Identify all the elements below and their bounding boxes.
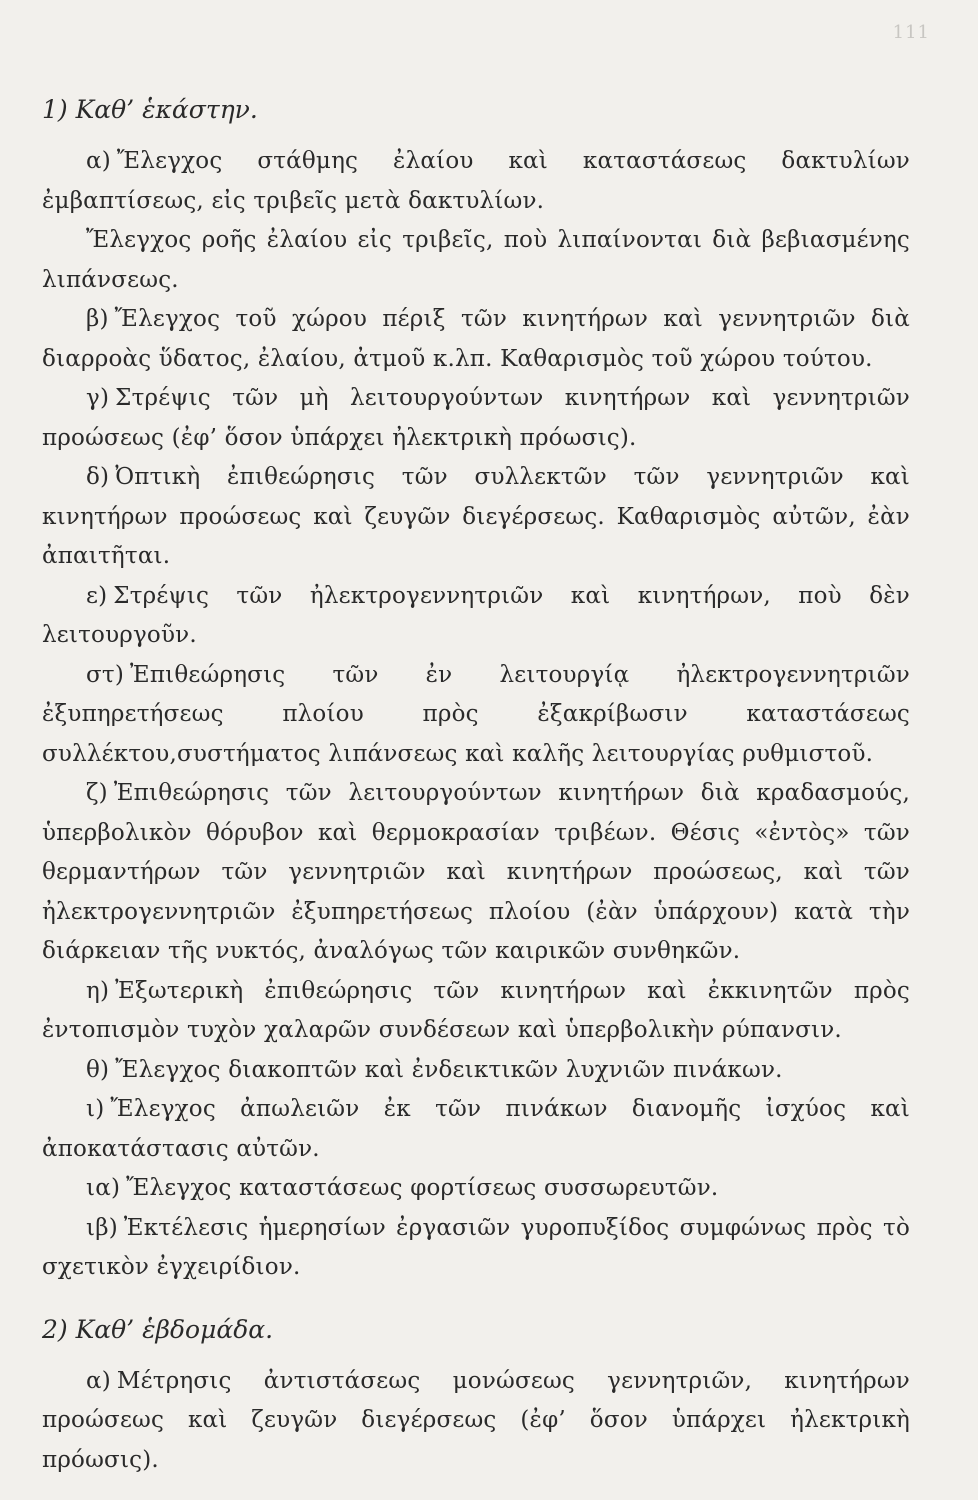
item-text: Ἐκτέλεσις ἡμερησίων ἐργασιῶν γυροπυξίδος συμφώνως πρὸς τὸ σχετικὸν ἐγχειρίδιον. [42,1214,910,1280]
list-item [42,300,910,379]
list-item [42,458,910,577]
item-text: Ὀπτικὴ ἐπιθεώρησις τῶν συλλεκτῶν τῶν γεννητριῶν καὶ κινητήρων προώσεως καὶ ζευγῶν διεγέρσεως. Καθαρισμὸς αὐτῶν, ἐὰν ἀπαιτῆται. [42,464,910,569]
item-label: β) [86,306,109,332]
page-content [42,92,910,1480]
item-text: Μέτρησις ἀντιστάσεως μονώσεως γεννητριῶν, κινητήρων προώσεως καὶ ζευγῶν διεγέρσεως (ἐφ’ ὅσον ὑπάρχει ἠλεκτρικὴ πρόωσις). [42,1367,910,1473]
item-label: στ) [86,661,124,688]
list-item [42,656,910,775]
item-label: θ) [86,1056,110,1083]
list-item [42,1209,910,1288]
list-item [42,1169,910,1209]
item-label: α) [86,148,111,174]
item-text: Ἔλεγχος στάθμης ἐλαίου καὶ καταστάσεως δακτυλίων ἐμβαπτίσεως, εἰς τριβεῖς μετὰ δακτυλίων. [42,148,910,214]
list-item [42,379,910,458]
item-label: ια) [86,1175,121,1201]
list-item [42,1090,910,1169]
item-text: Ἐξωτερικὴ ἐπιθεώρησις τῶν κινητήρων καὶ ἐκκινητῶν πρὸς ἐντοπισμὸν τυχὸν χαλαρῶν συνδέσεων καὶ ὑπερβολικὴν ρύπανσιν. [42,977,910,1043]
item-text: Ἔλεγχος τοῦ χώρου πέριξ τῶν κινητήρων καὶ γεννητριῶν διὰ διαρροὰς ὕδατος, ἐλαίου, ἀτμοῦ κ.λπ. Καθαρισμὸς τοῦ χώρου τούτου. [42,306,910,372]
item-label: δ) [86,464,110,490]
item-label: ε) [86,582,108,609]
list-item [42,1051,910,1091]
item-text: Ἔλεγχος διακοπτῶν καὶ ἐνδεικτικῶν λυχνιῶν πινάκων. [115,1056,783,1083]
item-label: α) [86,1367,111,1394]
list-item [42,1362,910,1481]
item-text: Στρέψις τῶν μὴ λειτουργούντων κινητήρων καὶ γεννητριῶν προώσεως (ἐφ’ ὅσον ὑπάρχει ἠλεκτρικὴ πρόωσις). [42,385,910,451]
list-item [42,221,910,300]
item-text: Ἔλεγχος ροῆς ἐλαίου εἰς τριβεῖς, ποὺ λιπαίνονται διὰ βεβιασμένης λιπάνσεως. [42,227,910,293]
section-heading-daily: 1) Καθ’ ἑκάστην. [42,95,258,124]
section-heading-weekly: 2) Καθ’ ἑβδομάδα. [42,1314,274,1344]
item-label: ι) [86,1096,105,1122]
item-text: Ἔλεγχος ἀπωλειῶν ἐκ τῶν πινάκων διανομῆς ἰσχύος καὶ ἀποκατάστασις αὐτῶν. [42,1096,910,1162]
item-label: γ) [86,385,110,411]
list-item [42,972,910,1051]
item-text: Ἐπιθεώρησις τῶν ἐν λειτουργίᾳ ἠλεκτρογεννητριῶν ἐξυπηρετήσεως πλοίου πρὸς ἐξακρίβωσιν καταστάσεως συλλέκτου,συστήματος λιπάνσεως καὶ καλῆς λειτουργίας ρυθμιστοῦ. [42,661,910,767]
item-text: Ἔλεγχος καταστάσεως φορτίσεως συσσωρευτῶν. [126,1175,719,1201]
page-number: 111 [892,22,930,43]
item-text: Στρέψις τῶν ἠλεκτρογεννητριῶν καὶ κινητήρων, ποὺ δὲν λειτουργοῦν. [42,582,910,648]
list-item [42,577,910,656]
item-text: Ἐπιθεώρησις τῶν λειτουργούντων κινητήρων διὰ κραδασμούς, ὑπερβολικὸν θόρυβον καὶ θερμοκρασίαν τριβέων. Θέσις «ἐντὸς» τῶν θερμαντήρων τῶν γεννητριῶν καὶ κινητήρων προώσεως, καὶ τῶν ἠλεκτρογεννητριῶν ἐξυπηρετήσεως πλοίου (ἐὰν ὑπάρχουν) κατὰ τὴν διάρκειαν τῆς νυκτός, ἀναλόγως τῶν καιρικῶν συνθηκῶν. [42,780,910,964]
list-item [42,774,910,972]
list-item [42,142,910,221]
item-label: ζ) [86,780,108,806]
item-label: η) [86,977,110,1004]
item-label: ιβ) [86,1214,118,1241]
